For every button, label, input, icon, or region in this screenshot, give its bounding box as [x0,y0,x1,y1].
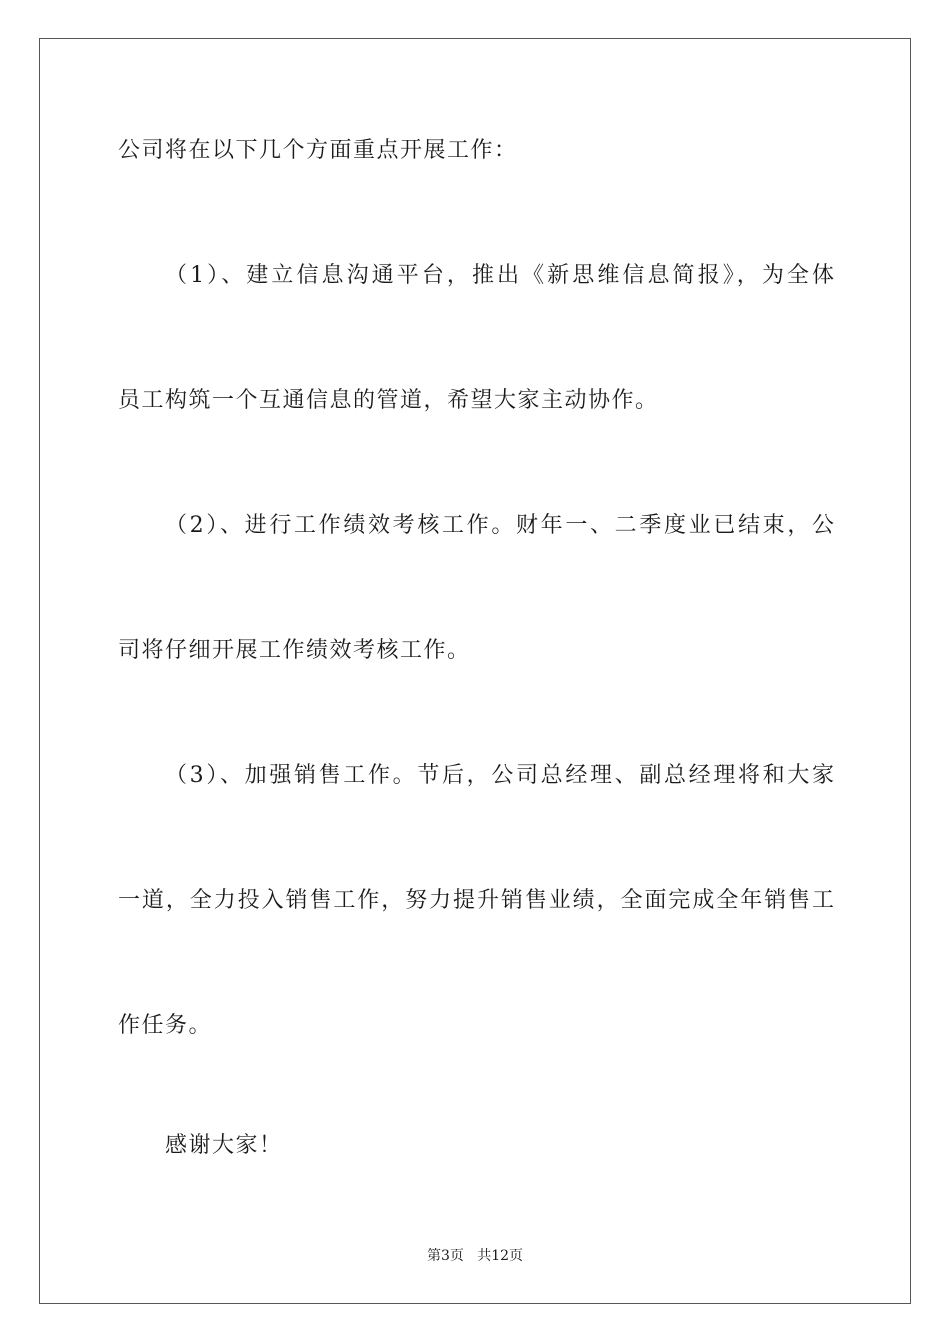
body-line-intro: 公司将在以下几个方面重点开展工作： [118,138,518,163]
page-number-footer: 第3页 共12页 [426,1248,524,1264]
body-line-item3-middle: 一道，全力投入销售工作，努力提升销售业绩，全面完成全年销售工 [118,888,834,913]
body-line-item1-start: （1）、建立信息沟通平台，推出《新思维信息简报》，为全体 [165,263,834,288]
body-line-item2-start: （2）、进行工作绩效考核工作。财年一、二季度业已结束，公 [165,513,834,538]
body-line-thanks: 感谢大家！ [165,1133,283,1158]
body-line-item3-end: 作任务。 [118,1013,213,1038]
body-line-item2-end: 司将仔细开展工作绩效考核工作。 [118,638,471,663]
page-frame [39,38,911,1304]
body-line-item3-start: （3）、加强销售工作。节后，公司总经理、副总经理将和大家 [165,763,834,788]
body-line-item1-end: 员工构筑一个互通信息的管道，希望大家主动协作。 [118,388,659,413]
